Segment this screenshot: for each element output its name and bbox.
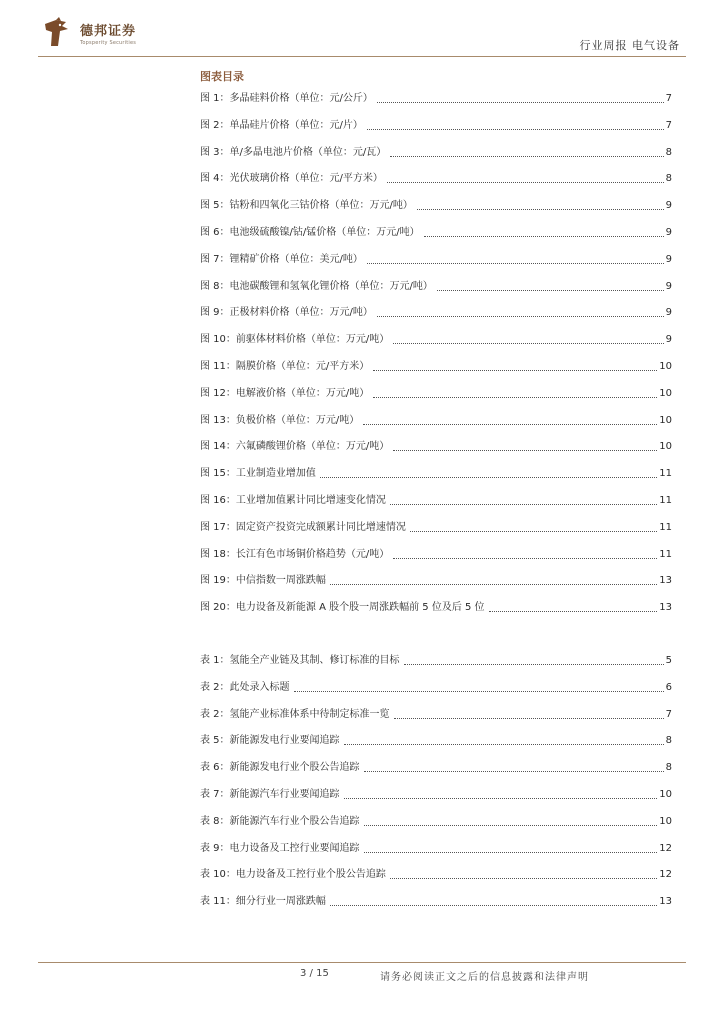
toc-dot-leader <box>330 583 657 585</box>
toc-entry-page: 10 <box>659 789 672 800</box>
toc-entry-label: 图 13：负极价格（单位：万元/吨） <box>200 414 360 426</box>
toc-entry-page: 9 <box>665 307 672 319</box>
toc-dot-leader <box>377 315 664 317</box>
logo-name-en: Topsperity Securities <box>80 40 137 46</box>
figure-toc-entry[interactable] <box>200 333 672 347</box>
page-number: 3 / 15 <box>300 968 329 979</box>
toc-dot-leader <box>364 770 664 772</box>
table-toc-entry[interactable] <box>200 708 672 722</box>
toc-entry-page: 8 <box>665 173 672 185</box>
toc-entry-label: 图 4：光伏玻璃价格（单位：元/平方米） <box>200 173 383 185</box>
figure-toc-entry[interactable] <box>200 601 672 615</box>
toc-entry-label: 表 8：新能源汽车行业个股公告追踪 <box>200 815 360 827</box>
table-toc-entry[interactable] <box>200 734 672 748</box>
toc-dot-leader <box>373 396 657 398</box>
logo-text <box>80 20 136 46</box>
toc-entry-label: 图 17：固定资产投资完成额累计同比增速情况 <box>200 521 406 533</box>
toc-dot-leader <box>377 101 664 103</box>
toc-dot-leader <box>320 476 657 478</box>
toc-entry-label: 图 15：工业制造业增加值 <box>200 468 316 480</box>
table-toc-entry[interactable] <box>200 868 672 882</box>
toc-entry-label: 图 18：长江有色市场铜价格趋势（元/吨） <box>200 548 390 560</box>
toc-dot-leader <box>437 289 664 291</box>
toc-dot-leader <box>330 904 657 906</box>
toc-entry-page: 12 <box>659 869 672 881</box>
toc-entry-page: 10 <box>659 815 672 827</box>
company-logo <box>40 16 136 50</box>
toc-entry-label: 图 1：多晶硅料价格（单位：元/公斤） <box>200 93 373 104</box>
toc-entry-page: 9 <box>665 200 672 212</box>
toc-dot-leader <box>367 128 664 130</box>
toc-entry-page: 7 <box>665 119 672 131</box>
figure-toc-entry[interactable] <box>200 146 672 160</box>
toc-entry-page: 10 <box>659 387 672 399</box>
toc-dot-leader <box>344 797 658 799</box>
figure-toc-entry[interactable] <box>200 574 672 588</box>
figure-toc-entry[interactable] <box>200 199 672 213</box>
figure-toc-entry[interactable] <box>200 387 672 401</box>
toc-entry-page: 9 <box>665 334 672 346</box>
figure-toc-entry[interactable] <box>200 548 672 562</box>
toc-dot-leader <box>390 155 663 157</box>
toc-heading: 图表目录 <box>200 70 244 83</box>
toc-entry-label: 表 1：氢能全产业链及其制、修订标准的目标 <box>200 655 400 666</box>
toc-dot-leader <box>489 610 658 612</box>
figure-toc-entry[interactable] <box>200 521 672 535</box>
toc-entry-page: 8 <box>665 735 672 747</box>
toc-entry-label: 图 19：中信指数一周涨跌幅 <box>200 575 326 587</box>
toc-entry-page: 8 <box>665 146 672 158</box>
figure-toc-entry[interactable] <box>200 253 672 267</box>
table-toc-entry[interactable] <box>200 654 672 668</box>
toc-entry-page: 11 <box>659 468 672 480</box>
toc-dot-leader <box>367 262 664 264</box>
toc-entry-page: 6 <box>665 681 672 693</box>
toc-entry-label: 表 11：细分行业一周涨跌幅 <box>200 896 326 908</box>
toc-dot-leader <box>390 877 657 879</box>
figure-toc-entry[interactable] <box>200 119 672 133</box>
logo-name-cn: 德邦证券 <box>80 24 137 39</box>
toc-dot-leader <box>393 557 657 559</box>
toc-entry-page: 13 <box>659 896 672 908</box>
table-toc-entry[interactable] <box>200 761 672 775</box>
toc-entry-label: 表 9：电力设备及工控行业要闻追踪 <box>200 842 360 854</box>
header-divider <box>38 56 686 57</box>
report-category-title: 行业周报 电气设备 <box>579 39 680 52</box>
toc-entry-page: 13 <box>659 602 672 614</box>
figure-toc-entry[interactable] <box>200 280 672 294</box>
toc-entry-page: 10 <box>659 441 672 453</box>
toc-dot-leader <box>410 530 657 532</box>
toc-entry-label: 图 8：电池碳酸锂和氢氧化锂价格（单位：万元/吨） <box>200 280 433 292</box>
figure-toc-entry[interactable] <box>200 172 672 186</box>
toc-entry-page: 9 <box>665 253 672 265</box>
toc-entry-label: 表 10：电力设备及工控行业个股公告追踪 <box>200 869 386 881</box>
toc-entry-label: 图 2：单晶硅片价格（单位：元/片） <box>200 119 363 131</box>
toc-entry-page: 11 <box>659 495 672 506</box>
toc-entry-label: 图 16：工业增加值累计同比增速变化情况 <box>200 495 386 506</box>
figure-toc-entry[interactable] <box>200 414 672 428</box>
toc-entry-page: 9 <box>665 280 672 292</box>
toc-entry-page: 10 <box>659 361 672 372</box>
toc-entry-page: 7 <box>665 708 672 720</box>
toc-entry-page: 5 <box>665 655 672 666</box>
toc-entry-page: 8 <box>665 762 672 774</box>
toc-entry-page: 12 <box>659 842 672 854</box>
table-toc-entry[interactable] <box>200 815 672 829</box>
toc-entry-page: 11 <box>659 548 672 560</box>
figure-toc-entry[interactable] <box>200 306 672 320</box>
footer-divider <box>38 962 686 963</box>
toc-entry-label: 图 6：电池级硫酸镍/钴/锰价格（单位：万元/吨） <box>200 227 420 238</box>
table-toc-entry[interactable] <box>200 788 672 802</box>
toc-entry-page: 7 <box>665 93 672 104</box>
toc-dot-leader <box>417 208 664 210</box>
figure-toc-entry[interactable] <box>200 92 672 106</box>
toc-entry-label: 图 11：隔膜价格（单位：元/平方米） <box>200 361 370 372</box>
toc-dot-leader <box>364 851 658 853</box>
figure-toc-entry[interactable] <box>200 440 672 454</box>
toc-entry-label: 图 10：前驱体材料价格（单位：万元/吨） <box>200 334 390 346</box>
company-logo-icon <box>40 16 74 50</box>
table-toc-entry[interactable] <box>200 842 672 856</box>
toc-dot-leader <box>387 181 664 183</box>
table-toc-entry[interactable] <box>200 895 672 909</box>
figure-toc-entry[interactable] <box>200 494 672 508</box>
toc-dot-leader <box>363 423 657 425</box>
figure-toc-entry[interactable] <box>200 467 672 481</box>
toc-entry-label: 图 12：电解液价格（单位：万元/吨） <box>200 387 370 399</box>
toc-entry-label: 图 5：钴粉和四氧化三钴价格（单位：万元/吨） <box>200 200 413 212</box>
toc-entry-label: 图 3：单/多晶电池片价格（单位：元/瓦） <box>200 146 387 158</box>
toc-dot-leader <box>394 717 664 719</box>
toc-entry-label: 图 7：锂精矿价格（单位：美元/吨） <box>200 253 363 265</box>
toc-dot-leader <box>390 503 657 505</box>
toc-entry-label: 图 14：六氟磷酸锂价格（单位：万元/吨） <box>200 441 390 453</box>
toc-entry-page: 13 <box>659 575 672 587</box>
toc-entry-page: 10 <box>659 414 672 426</box>
toc-dot-leader <box>393 342 663 344</box>
toc-entry-label: 表 2：此处录入标题 <box>200 681 290 693</box>
table-toc-entry[interactable] <box>200 681 672 695</box>
figure-toc-entry[interactable] <box>200 360 672 374</box>
toc-dot-leader <box>344 743 664 745</box>
toc-dot-leader <box>404 663 664 665</box>
figure-toc-entry[interactable] <box>200 226 672 240</box>
disclaimer-note: 请务必阅读正文之后的信息披露和法律声明 <box>380 972 589 983</box>
toc-dot-leader <box>373 369 657 371</box>
toc-entry-label: 表 5：新能源发电行业要闻追踪 <box>200 735 340 747</box>
toc-entry-label: 图 20：电力设备及新能源 A 股个股一周涨跌幅前 5 位及后 5 位 <box>200 602 485 614</box>
toc-entry-page: 11 <box>659 521 672 533</box>
toc-dot-leader <box>393 449 657 451</box>
toc-entry-label: 表 2：氢能产业标准体系中待制定标准一览 <box>200 708 390 720</box>
toc-entry-label: 表 7：新能源汽车行业要闻追踪 <box>200 789 340 800</box>
toc-dot-leader <box>294 690 664 692</box>
toc-entry-page: 9 <box>665 227 672 238</box>
toc-entry-label: 图 9：正极材料价格（单位：万元/吨） <box>200 307 373 319</box>
toc-dot-leader <box>424 235 664 237</box>
toc-entry-label: 表 6：新能源发电行业个股公告追踪 <box>200 762 360 774</box>
toc-dot-leader <box>364 824 658 826</box>
